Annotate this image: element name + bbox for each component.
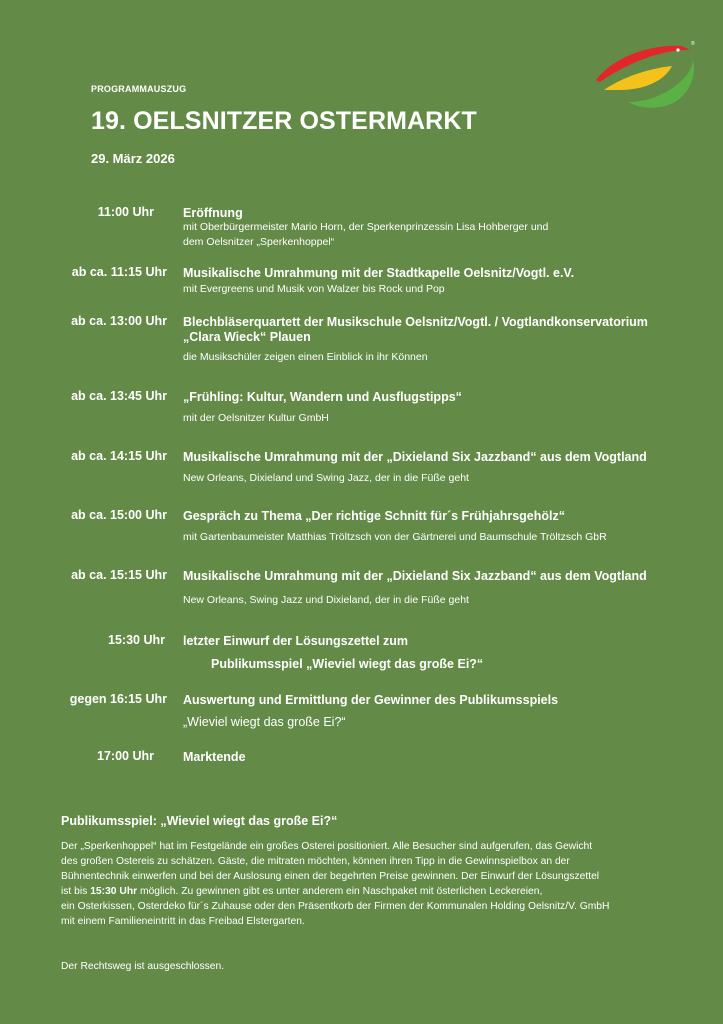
entry-desc: „Wieviel wiegt das große Ei?“: [183, 715, 346, 729]
entry-title: Gespräch zu Thema „Der richtige Schnitt für´s Frühjahrsgehölz“: [183, 509, 566, 523]
entry-title: „Frühling: Kultur, Wandern und Ausflugstipps“: [183, 390, 462, 404]
entry-desc: New Orleans, Dixieland und Swing Jazz, der in die Füße geht: [183, 472, 469, 484]
entry-desc: die Musikschüler zeigen einen Einblick in ihr Können: [183, 351, 428, 363]
entry-time: 11:00 Uhr: [97, 205, 154, 219]
kicker: PROGRAMMAUSZUG: [91, 84, 187, 94]
paragraph-line: Der „Sperkenhoppel“ hat im Festgelände ein großes Osterei positioniert. Alle Besucher sind aufgerufen, das Gewicht: [61, 841, 593, 852]
entry-time: gegen 16:15 Uhr: [69, 692, 167, 706]
svg-text:®: ®: [691, 41, 695, 47]
entry-title: Musikalische Umrahmung mit der „Dixieland Six Jazzband“ aus dem Vogtland: [183, 569, 647, 583]
entry-time: 17:00 Uhr: [97, 749, 154, 763]
entry-title: Eröffnung: [183, 206, 243, 220]
entry-title: Musikalische Umrahmung mit der Stadtkapelle Oelsnitz/Vogtl. e.V.: [183, 266, 575, 280]
entry-title: letzter Einwurf der Lösungszettel zum: [183, 634, 409, 648]
entry-time: ab ca. 13:00 Uhr: [71, 314, 167, 328]
entry-desc: mit Oberbürgermeister Mario Horn, der Sperkenprinzessin Lisa Hohberger und: [183, 221, 549, 233]
entry-title: Publikumsspiel „Wieviel wiegt das große Ei?“: [211, 657, 484, 671]
entry-time: ab ca. 15:15 Uhr: [71, 568, 167, 582]
section-paragraph: [61, 839, 711, 930]
paragraph-line: [61, 884, 711, 899]
event-date: 29. März 2026: [91, 151, 175, 166]
entry-desc: New Orleans, Swing Jazz und Dixieland, der in die Füße geht: [183, 594, 469, 606]
entry-time: ab ca. 14:15 Uhr: [71, 449, 167, 463]
entry-title: „Clara Wieck“ Plauen: [183, 330, 311, 344]
page-title: 19. OELSNITZER OSTERMARKT: [91, 107, 477, 135]
text-run: ist bis: [61, 886, 91, 898]
section-heading: Publikumsspiel: „Wieviel wiegt das große Ei?“: [61, 814, 338, 828]
entry-time: ab ca. 13:45 Uhr: [71, 389, 167, 403]
entry-time: ab ca. 15:00 Uhr: [71, 508, 167, 522]
entry-title: Marktende: [183, 750, 246, 764]
legal-note: Der Rechtsweg ist ausgeschlossen.: [61, 961, 225, 972]
entry-desc: mit Gartenbaumeister Matthias Tröltzsch von der Gärtnerei und Baumschule Tröltzsch GbR: [183, 531, 607, 543]
entry-time: 15:30 Uhr: [108, 633, 165, 647]
paragraph-line: Bühnentechnik einwerfen und bei der Auslosung einen der begehrten Preise gewinnen. Der Einwurf der Lösungszettel: [61, 871, 600, 883]
entry-time: ab ca. 11:15 Uhr: [71, 265, 167, 279]
entry-desc: dem Oelsnitzer „Sperkenhoppel“: [183, 236, 335, 248]
entry-title: Blechbläserquartett der Musikschule Oelsnitz/Vogtl. / Vogtlandkonservatorium: [183, 315, 648, 329]
paragraph-line: ein Osterkissen, Osterdeko für´s Zuhause oder den Präsentkorb der Firmen der Kommunalen Holding Oelsnitz/V. GmbH: [61, 901, 610, 913]
paragraph-line: des großen Ostereis zu schätzen. Gäste, die mitraten möchten, können ihren Tipp in die Gewinnspielbox an der: [61, 856, 570, 868]
deadline-time: 15:30 Uhr: [90, 886, 138, 898]
paragraph-line: mit einem Familieneintritt in das Freibad Elstergarten.: [61, 916, 305, 928]
text-run: möglich. Zu gewinnen gibt es unter anderem ein Naschpaket mit österlichen Leckereien,: [137, 886, 543, 898]
entry-desc: mit Evergreens und Musik von Walzer bis Rock und Pop: [183, 283, 445, 295]
entry-title: Auswertung und Ermittlung der Gewinner des Publikumsspiels: [183, 693, 559, 707]
bird-logo-icon: [590, 36, 700, 112]
entry-title: Musikalische Umrahmung mit der „Dixieland Six Jazzband“ aus dem Vogtland: [183, 450, 647, 464]
entry-desc: mit der Oelsnitzer Kultur GmbH: [183, 412, 329, 424]
